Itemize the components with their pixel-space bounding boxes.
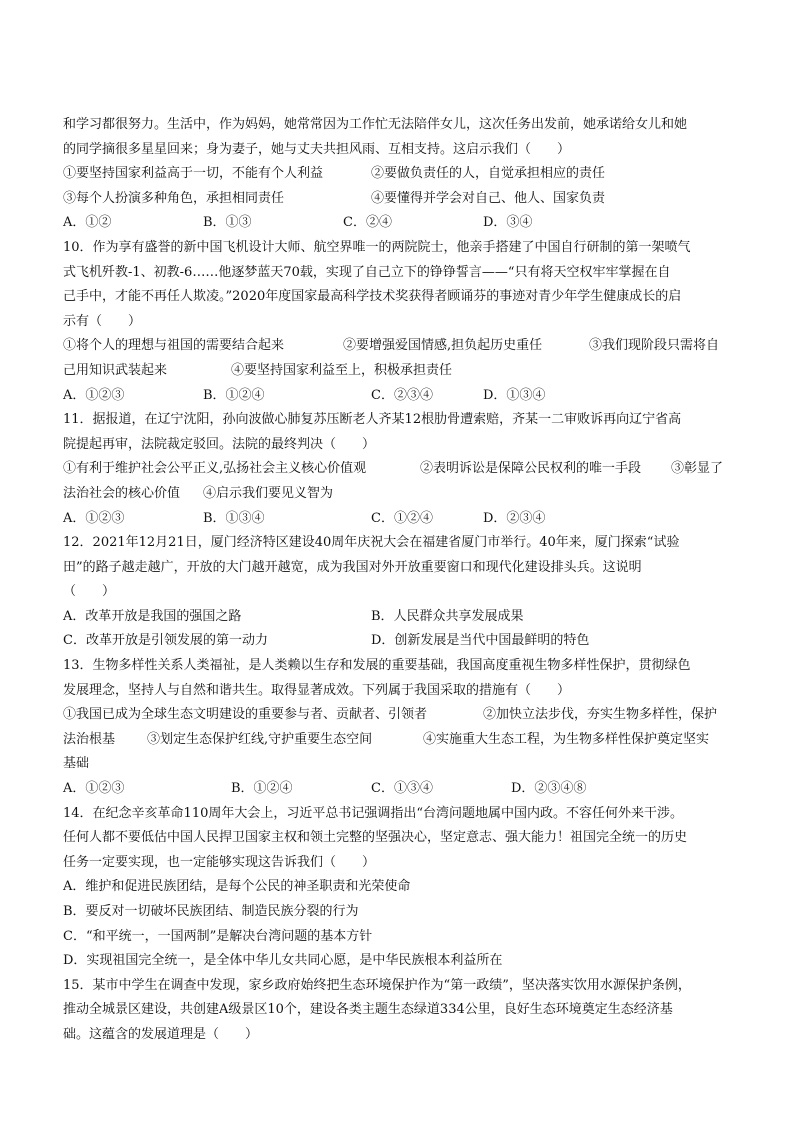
option-b[interactable]: B．①②④ — [203, 387, 265, 403]
option-b[interactable]: B．人民群众共享发展成果 — [371, 608, 524, 624]
question-stem-line: 任务一定要实现，也一定能够实现这告诉我们（ ） — [63, 854, 376, 870]
statement: ④要懂得并学会对自己、他人、国家负责 — [371, 190, 606, 206]
statement-row — [63, 334, 735, 359]
question-stem-line: 14．在纪念辛亥革命110周年大会上，习近平总书记强调指出“台湾问题地属中国内政。不容任何外来干涉。 — [63, 805, 684, 821]
option-c[interactable]: C．②④ — [343, 215, 392, 231]
option-b[interactable]: B．要反对一切破坏民族团结、制造民族分裂的行为 — [63, 904, 359, 919]
answer-options — [63, 507, 735, 532]
option-c[interactable]: C．“和平统一，一国两制”是解决台湾问题的基本方针 — [63, 928, 373, 944]
statement: ②加快立法步伐，夯实生物多样性，保护 — [483, 707, 718, 723]
question-15 — [63, 974, 735, 1048]
question-12 — [63, 531, 735, 654]
option-d[interactable]: D．实现祖国完全统一，是全体中华儿女共同心愿，是中华民族根本利益所在 — [63, 953, 503, 969]
option-d[interactable]: D．创新发展是当代中国最鲜明的特色 — [371, 633, 590, 649]
statement-row — [63, 482, 735, 507]
statement: ①我国已成为全球生态文明建设的重要参与者、贡献者、引领者 — [63, 707, 428, 723]
question-11 — [63, 408, 735, 531]
statement: ①要坚持国家利益高于一切，不能有个人利益 — [63, 166, 324, 182]
statement: ③每个人扮演多种角色，承担相同责任 — [63, 190, 285, 206]
question-stem-line: （ ） — [63, 584, 116, 600]
question-stem-line: 11．据报道，在辽宁沈阳，孙向波做心肺复苏压断老人齐某12根肋骨遭索赔，齐某一二审败诉再向辽宁省高 — [63, 412, 682, 428]
option-d[interactable]: D．②③④ — [483, 510, 546, 526]
statement: 己用知识武装起来 — [63, 362, 168, 378]
option-a[interactable]: A．维护和促进民族团结，是每个公民的神圣职责和光荣使命 — [63, 879, 411, 895]
statement: ②要做负责任的人，自觉承担相应的责任 — [371, 166, 606, 182]
question-stem-line: 和学习都很努力。生活中，作为妈妈，她常常因为工作忙无法陪伴女儿，这次任务出发前，她承诺给女儿和她 — [63, 117, 688, 132]
question-13 — [63, 654, 735, 802]
statement: 法治社会的核心价值 — [63, 485, 181, 501]
statement: ②要增强爱国情感,担负起历史重任 — [343, 338, 543, 354]
question-stem-line: 院提起再审，法院裁定驳回。法院的最终判决（ ） — [63, 436, 376, 452]
option-a[interactable]: A．①② — [63, 215, 112, 231]
statement: ①将个人的理想与祖国的需要结合起来 — [63, 338, 285, 354]
answer-options — [63, 384, 735, 409]
option-b[interactable]: B．①③ — [203, 215, 252, 231]
answer-options — [63, 629, 735, 654]
option-c[interactable]: C．②③④ — [371, 387, 433, 403]
question-stem-line: 田”的路子越走越广，开放的大门越开越宽，成为我国对外开放重要窗口和现代化建设排头兵。这说明 — [63, 559, 642, 575]
statement: ③我们现阶段只需将自 — [589, 338, 720, 354]
statement-row — [63, 703, 735, 728]
option-c[interactable]: C．改革开放是引领发展的第一动力 — [63, 633, 268, 649]
answer-options — [63, 777, 735, 802]
statement: ④实施重大生态工程，为生物多样性保护奠定坚实 — [423, 731, 710, 747]
option-d[interactable]: D．①③④ — [483, 387, 546, 403]
statement: ①有利于维护社会公平正义,弘扬社会主义核心价值观 — [63, 461, 367, 477]
question-stem-line: 任何人都不要低估中国人民捍卫国家主权和领土完整的坚强决心，坚定意志、强大能力！祖国完全统一的历史 — [63, 830, 688, 846]
question-stem-line: 13．生物多样性关系人类福祉，是人类赖以生存和发展的重要基础，我国高度重视生物多样性保护，贯彻绿色 — [63, 658, 691, 674]
question-stem-line: 的同学摘很多星星回来；身为妻子，她与丈夫共担风雨、互相支持。这启示我们（ ） — [63, 141, 571, 157]
question-stem-line: 己手中，才能不再任人欺凌。”2020年度国家最高科学技术奖获得者顾诵芬的事迹对青少年学生健康成长的启 — [63, 289, 682, 305]
statement-row — [63, 457, 735, 482]
statement-row — [63, 187, 735, 212]
statement: ④启示我们要见义智为 — [203, 485, 334, 501]
statement: ②表明诉讼是保障公民权利的唯一手段 — [420, 461, 642, 477]
statement: ③划定生态保护红线,守护重要生态空间 — [147, 731, 373, 747]
statement-row — [63, 752, 735, 777]
answer-options — [63, 211, 735, 236]
question-10 — [63, 236, 735, 408]
exam-page — [63, 113, 735, 1048]
option-d[interactable]: D．②③④⑧ — [511, 781, 587, 797]
question-stem-line: 式飞机歼教-1、初教-6……他逐梦蓝天70载，实现了自己立下的铮铮誓言——“只有将天空权牢牢掌握在自 — [63, 264, 671, 280]
question-9 — [63, 113, 735, 236]
statement: ④要坚持国家利益至上，积极承担责任 — [231, 362, 453, 378]
statement: 基础 — [63, 756, 90, 772]
option-a[interactable]: A．①②③ — [63, 781, 125, 797]
question-stem-line: 12．2021年12月21日，厦门经济特区建设40周年庆祝大会在福建省厦门市举行。40年来，厦门探索“试验 — [63, 535, 680, 551]
question-stem-line: 础。这蕴含的发展道理是（ ） — [63, 1026, 259, 1042]
option-a[interactable]: A．①②③ — [63, 510, 125, 526]
option-c[interactable]: C．①③④ — [371, 781, 433, 797]
question-stem-line: 发展理念，坚持人与自然和谐共生。取得显著成效。下列属于我国采取的措施有（ ） — [63, 682, 571, 698]
question-14 — [63, 802, 735, 974]
statement-row — [63, 162, 735, 187]
statement-row — [63, 359, 735, 384]
option-b[interactable]: B．①②④ — [231, 781, 293, 797]
option-a[interactable]: A．①②③ — [63, 387, 125, 403]
statement: 法治根基 — [63, 731, 116, 747]
option-b[interactable]: B．①③④ — [203, 510, 265, 526]
answer-options — [63, 605, 735, 630]
option-c[interactable]: C．①②④ — [371, 510, 433, 526]
question-stem-line: 示有（ ） — [63, 313, 142, 329]
statement: ③彰显了 — [671, 461, 724, 477]
question-stem-line: 推动全城景区建设，共创建A级景区10个，建设各类主题生态绿道334公里，良好生态环境奠定生态经济基 — [63, 1002, 673, 1018]
question-stem-line: 10．作为享有盛誉的新中国飞机设计大师、航空界唯一的两院院士，他亲手搭建了中国自行研制的第一架喷气 — [63, 239, 691, 255]
option-d[interactable]: D．③④ — [483, 215, 533, 231]
question-stem-line: 15．某市中学生在调查中发现，家乡政府始终把生态环境保护作为“第一政绩”，坚决落实饮用水源保护条例， — [63, 977, 691, 993]
option-a[interactable]: A．改革开放是我国的强国之路 — [63, 608, 242, 624]
statement-row — [63, 728, 735, 753]
